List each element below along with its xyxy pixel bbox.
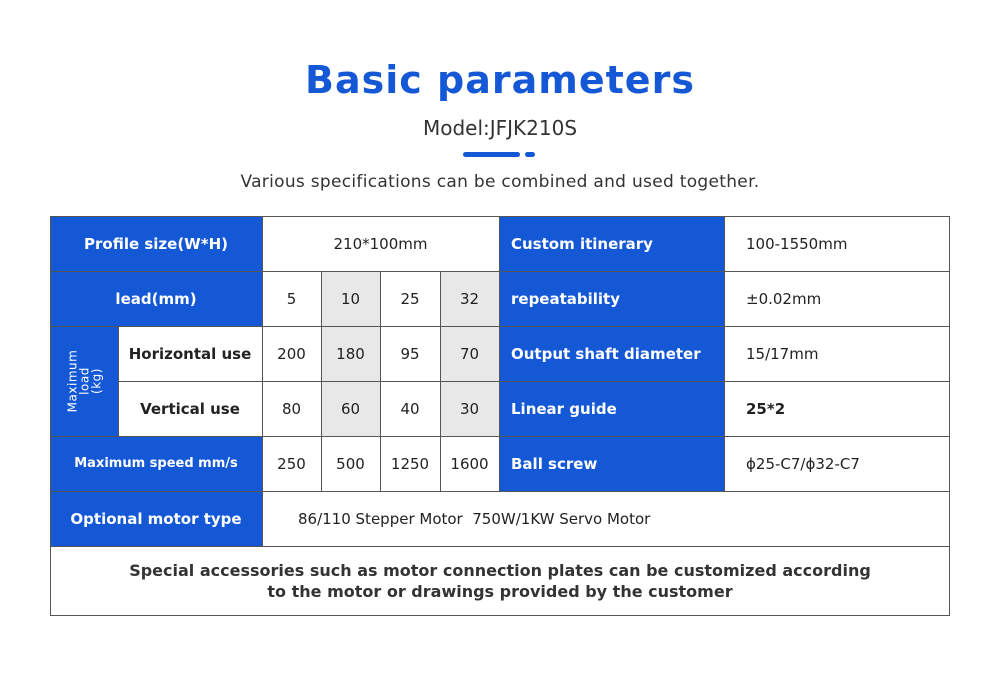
horizontal-load-value: 200 — [262, 326, 321, 381]
lead-value: 5 — [262, 271, 321, 326]
lead-value: 32 — [440, 271, 499, 326]
maximum-speed-label: Maximum speed mm/s — [50, 436, 262, 491]
ball-screw-value: ϕ25-C7/ϕ32-C7 — [724, 436, 950, 491]
maximum-load-label-line: (kg) — [88, 368, 103, 394]
repeatability-value: ±0.02mm — [724, 271, 950, 326]
optional-motor-label: Optional motor type — [50, 491, 262, 546]
optional-motor-value: 86/110 Stepper Motor 750W/1KW Servo Motor — [262, 491, 950, 546]
horizontal-use-label: Horizontal use — [118, 326, 262, 381]
repeatability-label: repeatability — [499, 271, 724, 326]
max-speed-value: 1250 — [380, 436, 440, 491]
linear-guide-label: Linear guide — [499, 381, 724, 436]
linear-guide-value: 25*2 — [724, 381, 950, 436]
ball-screw-label: Ball screw — [499, 436, 724, 491]
vertical-load-value: 80 — [262, 381, 321, 436]
profile-size-label: Profile size(W*H) — [50, 216, 262, 271]
vertical-load-value: 60 — [321, 381, 380, 436]
lead-label: lead(mm) — [50, 271, 262, 326]
maximum-load-label — [50, 326, 118, 436]
custom-itinerary-label: Custom itinerary — [499, 216, 724, 271]
output-shaft-label: Output shaft diameter — [499, 326, 724, 381]
model-subtitle: Model:JFJK210S — [422, 116, 578, 140]
vertical-load-value: 30 — [440, 381, 499, 436]
output-shaft-value: 15/17mm — [724, 326, 950, 381]
max-speed-value: 250 — [262, 436, 321, 491]
vertical-use-label: Vertical use — [118, 381, 262, 436]
customization-note-line: Special accessories such as motor connection plates can be customized according — [129, 561, 871, 580]
customization-note — [50, 546, 950, 616]
parameters-table — [50, 216, 950, 616]
maximum-load-label-line: Maximum — [64, 349, 79, 413]
specs-description: Various specifications can be combined and used together. — [240, 172, 760, 192]
title-underline-long — [463, 152, 520, 157]
profile-size-value: 210*100mm — [262, 216, 499, 271]
customization-note-line: to the motor or drawings provided by the customer — [267, 582, 733, 601]
lead-value: 10 — [321, 271, 380, 326]
title-underline-dot — [525, 152, 535, 157]
lead-value: 25 — [380, 271, 440, 326]
max-speed-value: 500 — [321, 436, 380, 491]
vertical-load-value: 40 — [380, 381, 440, 436]
max-speed-value: 1600 — [440, 436, 499, 491]
horizontal-load-value: 180 — [321, 326, 380, 381]
custom-itinerary-value: 100-1550mm — [724, 216, 950, 271]
maximum-load-label-line: load — [76, 367, 91, 395]
page-title: Basic parameters — [305, 58, 695, 102]
horizontal-load-value: 70 — [440, 326, 499, 381]
horizontal-load-value: 95 — [380, 326, 440, 381]
